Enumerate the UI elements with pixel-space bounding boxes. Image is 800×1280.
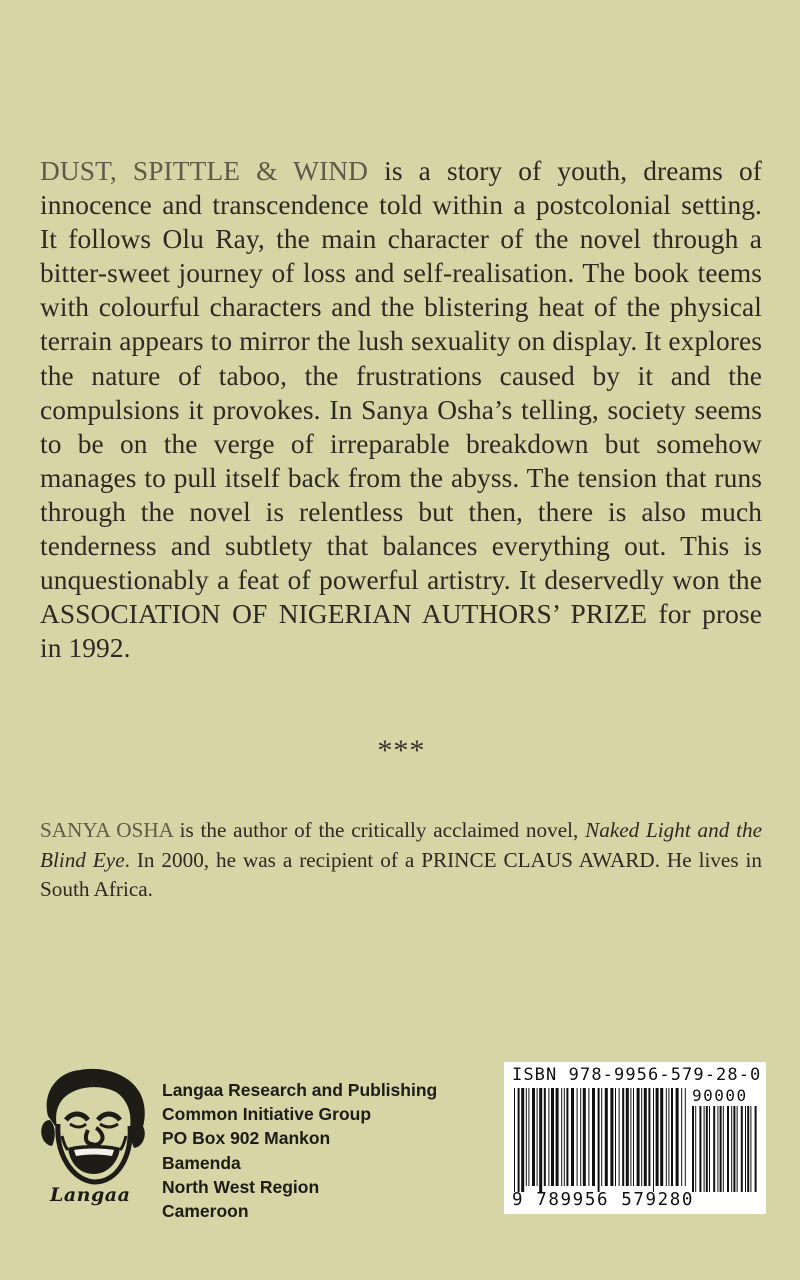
barcode-bar (633, 1088, 634, 1186)
publisher-line: PO Box 902 Mankon (162, 1128, 331, 1149)
barcode-bar (561, 1088, 562, 1186)
barcode-bar (514, 1088, 515, 1192)
author-name: SANYA OSHA (40, 818, 173, 842)
barcode-bar (695, 1106, 696, 1192)
publisher-logo (34, 1064, 152, 1214)
ean-number: 9 789956 579280 (512, 1190, 695, 1210)
barcode-bar (641, 1088, 642, 1186)
barcode-bar (548, 1088, 549, 1186)
barcode-bar (532, 1088, 535, 1186)
barcode-bar (706, 1106, 708, 1192)
barcode-bar (681, 1088, 682, 1186)
barcode-bar (564, 1088, 565, 1186)
award-name: ASSOCIATION OF NIGERIAN AUTHORS’ PRIZE (40, 599, 648, 630)
barcode-bar (656, 1088, 659, 1186)
bio-text-2: . In 2000, he was a recipient of a (124, 847, 422, 872)
isbn-label: ISBN 978-9956-579-28-0 (512, 1065, 762, 1085)
barcode-bar (544, 1088, 546, 1186)
barcode-bar (671, 1088, 673, 1186)
barcode-bar (521, 1088, 524, 1192)
book-title: DUST, SPITTLE & WIND (40, 156, 369, 186)
price-code: 90000 (692, 1086, 748, 1105)
barcode-bar (630, 1088, 631, 1186)
laughing-face-icon (34, 1064, 152, 1186)
publisher-line: North West Region (162, 1176, 320, 1197)
barcode-bar (566, 1088, 568, 1186)
isbn-barcode (504, 1062, 766, 1214)
barcode-bar (741, 1106, 743, 1192)
barcode-bar (605, 1088, 608, 1186)
barcode-bar (626, 1088, 629, 1186)
barcode-bar (737, 1106, 738, 1192)
blurb-text-1: is a story of youth, dreams of innocence and transcendence told within a postcolonial setting. It follows Olu Ray, the main character of the novel through a bitter-sweet journey of loss and self-realisation. The book teems with colourful characters and the blistering heat of the physical terrain appears to mirror the lush sexuality on display. It explores the nature of taboo, the frustrations caused by it and the compulsions it provokes. In Sanya Osha’s telling, society seems to be on the verge of irreparable breakdown but somehow manages to pull itself back from the abyss. The tension that runs through the novel is relentless but then, there is also much tenderness and subtlety that balances everything out. This is unquestionably a feat of powerful artistry. It deservedly won the (40, 156, 762, 596)
barcode-bar (622, 1088, 624, 1186)
barcode-bar (556, 1088, 559, 1186)
barcode-bar (518, 1088, 520, 1192)
barcode-bar (733, 1106, 735, 1192)
novel-title: Naked Light and the Blind Eye (40, 818, 762, 872)
publisher-line: Bamenda (162, 1152, 241, 1173)
barcode-bar (755, 1106, 757, 1192)
author-bio (40, 816, 762, 905)
barcode-bar (577, 1088, 578, 1186)
publisher-line: Langaa Research and Publishing (162, 1080, 438, 1100)
barcode-bar (615, 1088, 616, 1186)
barcode-bar (668, 1088, 669, 1186)
section-separator: *** (376, 734, 424, 767)
barcode-bar (699, 1106, 701, 1192)
barcode-bar (571, 1088, 574, 1186)
barcode-bar (648, 1088, 650, 1186)
barcode-bar (709, 1106, 710, 1192)
barcode-bar (727, 1106, 729, 1192)
barcode-bar (723, 1106, 724, 1192)
barcode-bar (717, 1106, 718, 1192)
barcode-bar (537, 1088, 538, 1186)
bio-text-1: is the author of the critically acclaimed novel, (172, 818, 586, 842)
blurb-text-2: for prose in 1992. (40, 599, 762, 664)
barcode-bar (731, 1106, 732, 1192)
publisher-line: Common Initiative Group (162, 1104, 372, 1125)
barcode-bar (580, 1088, 581, 1186)
barcode-bar (660, 1088, 663, 1186)
barcode-bar (750, 1106, 751, 1192)
barcode-bar (619, 1088, 620, 1186)
barcode-bar (685, 1088, 686, 1186)
barcode-bar (598, 1088, 600, 1192)
barcode-bar (637, 1088, 640, 1186)
barcode-bar (704, 1106, 705, 1192)
barcode-bar (653, 1088, 654, 1192)
logo-wordmark: Langaa (50, 1184, 131, 1206)
barcode-bar (583, 1088, 586, 1186)
barcode-bar (610, 1088, 613, 1186)
barcode-bar (526, 1088, 527, 1186)
barcode-bar (551, 1088, 554, 1186)
barcode-bar (588, 1088, 589, 1186)
bio-text-3: . He lives in South Africa. (40, 847, 763, 901)
barcode-bar (666, 1088, 667, 1186)
publisher-address (162, 1078, 437, 1223)
barcode-bar (692, 1106, 694, 1192)
barcode-bar (539, 1088, 542, 1192)
barcode-bar (592, 1088, 595, 1186)
publisher-line: Cameroon (162, 1201, 249, 1222)
bio-award: PRINCE CLAUS AWARD (421, 847, 655, 872)
barcode-bar (601, 1088, 602, 1186)
barcode-bar (713, 1106, 715, 1192)
barcode-bar (528, 1088, 529, 1186)
barcode-bar (644, 1088, 647, 1186)
barcode-bar (720, 1106, 722, 1192)
blurb-paragraph (40, 154, 762, 665)
barcode-bar (676, 1088, 679, 1186)
barcode-bar (745, 1106, 746, 1192)
barcode-bar (747, 1106, 749, 1192)
